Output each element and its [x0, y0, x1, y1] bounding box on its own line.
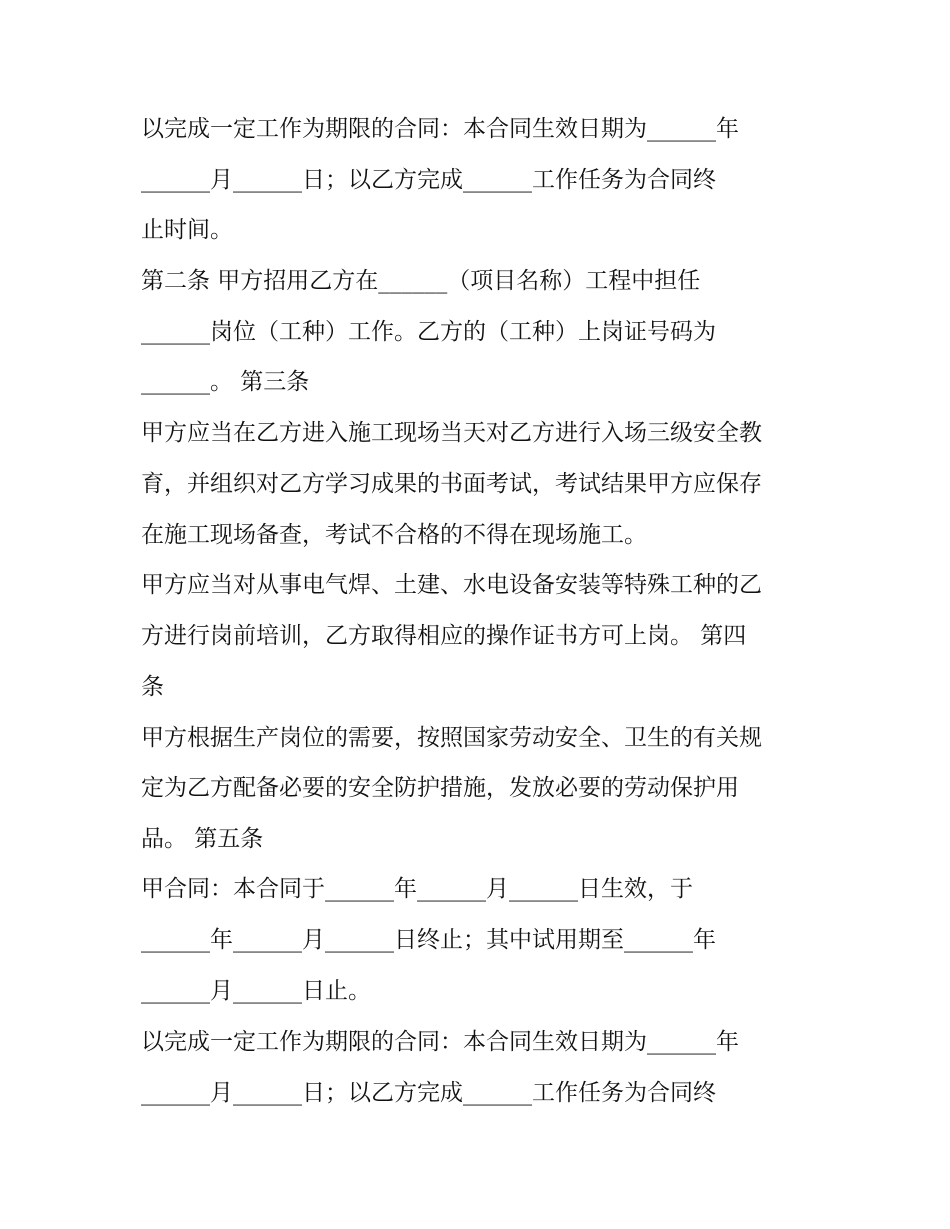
text-line: ______岗位（工种）工作。乙方的（工种）上岗证号码为: [141, 319, 716, 345]
text-line: 甲方应当对从事电气焊、土建、水电设备安装等特殊工种的乙: [141, 572, 762, 598]
text-line: 在施工现场备查，考试不合格的不得在现场施工。: [141, 522, 647, 548]
text-line: ______年______月______日终止；其中试用期至______年: [141, 927, 716, 953]
text-line: 方进行岗前培训，乙方取得相应的操作证书方可上岗。 第四: [141, 623, 747, 649]
text-line: 第二条 甲方招用乙方在______（项目名称）工程中担任: [141, 268, 701, 294]
text-line: 甲方应当在乙方进入施工现场当天对乙方进行入场三级安全教: [141, 420, 762, 446]
text-line: ______月______日；以乙方完成______工作任务为合同终: [141, 1080, 716, 1106]
text-line: 条: [141, 674, 164, 700]
text-line: 甲合同：本合同于______年______月______日生效，于: [141, 876, 693, 902]
text-line: 品。 第五条: [141, 826, 264, 852]
text-line: 止时间。: [141, 217, 233, 243]
text-line: 育，并组织对乙方学习成果的书面考试，考试结果甲方应保存: [141, 471, 762, 497]
text-line: ______月______日；以乙方完成______工作任务为合同终: [141, 167, 716, 193]
text-line: 以完成一定工作为期限的合同：本合同生效日期为______年: [141, 116, 739, 142]
text-line: ______。 第三条: [141, 369, 310, 395]
text-line: 以完成一定工作为期限的合同：本合同生效日期为______年: [141, 1029, 739, 1055]
text-line: 定为乙方配备必要的安全防护措施，发放必要的劳动保护用: [141, 775, 739, 801]
text-line: 甲方根据生产岗位的需要，按照国家劳动安全、卫生的有关规: [141, 725, 762, 751]
text-line: ______月______日止。: [141, 978, 371, 1004]
